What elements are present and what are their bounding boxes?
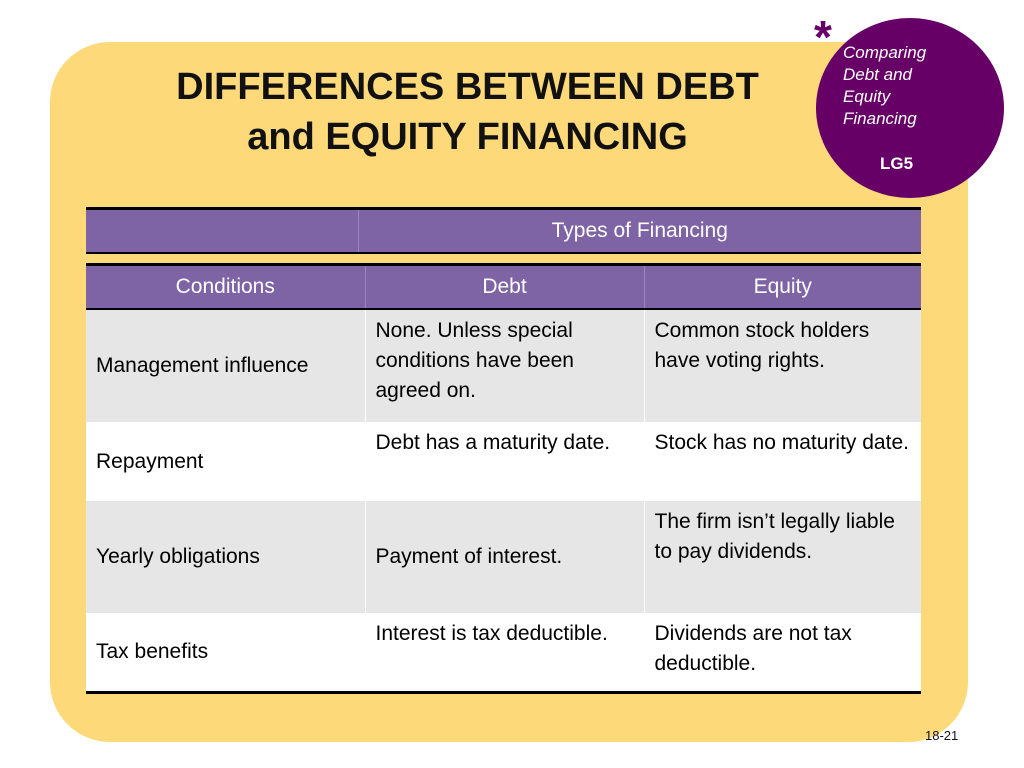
table-row xyxy=(86,422,921,501)
learning-goal-code: LG5 xyxy=(880,154,914,173)
debt-cell: Debt has a maturity date. xyxy=(365,422,644,501)
asterisk-icon-bottom: * xyxy=(958,141,976,193)
header-conditions: Conditions xyxy=(86,265,365,310)
group-header-cell: Types of Financing xyxy=(358,209,921,254)
equity-cell: Common stock holders have voting rights. xyxy=(644,309,921,422)
empty-header-cell xyxy=(86,209,358,254)
badge-line-3: Equity xyxy=(843,87,891,106)
learning-goal-text xyxy=(843,42,963,130)
types-of-financing-header xyxy=(86,207,921,254)
condition-cell: Repayment xyxy=(86,422,365,501)
condition-cell: Tax benefits xyxy=(86,613,365,692)
badge-line-2: Debt and xyxy=(843,65,912,84)
comparison-table xyxy=(86,263,921,694)
title-line-2: and EQUITY FINANCING xyxy=(247,116,688,158)
table-row xyxy=(86,309,921,422)
debt-cell: Payment of interest. xyxy=(365,501,644,613)
title-line-1: DIFFERENCES BETWEEN DEBT xyxy=(176,66,759,108)
table-row xyxy=(86,501,921,613)
header-debt: Debt xyxy=(365,265,644,310)
badge-line-4: Financing xyxy=(843,109,917,128)
debt-cell: Interest is tax deductible. xyxy=(365,613,644,692)
table-header-row xyxy=(86,265,921,310)
equity-cell: The firm isn’t legally liable to pay dividends. xyxy=(644,501,921,613)
badge-line-1: Comparing xyxy=(843,43,927,62)
condition-cell: Management influence xyxy=(86,309,365,422)
table-row xyxy=(86,613,921,692)
asterisk-icon-top: * xyxy=(814,11,832,63)
equity-cell: Dividends are not tax deductible. xyxy=(644,613,921,692)
page-number: 18-21 xyxy=(925,728,959,743)
debt-cell: None. Unless special conditions have been agreed on. xyxy=(365,309,644,422)
slide-title xyxy=(95,62,840,162)
equity-cell: Stock has no maturity date. xyxy=(644,422,921,501)
header-equity: Equity xyxy=(644,265,921,310)
condition-cell: Yearly obligations xyxy=(86,501,365,613)
